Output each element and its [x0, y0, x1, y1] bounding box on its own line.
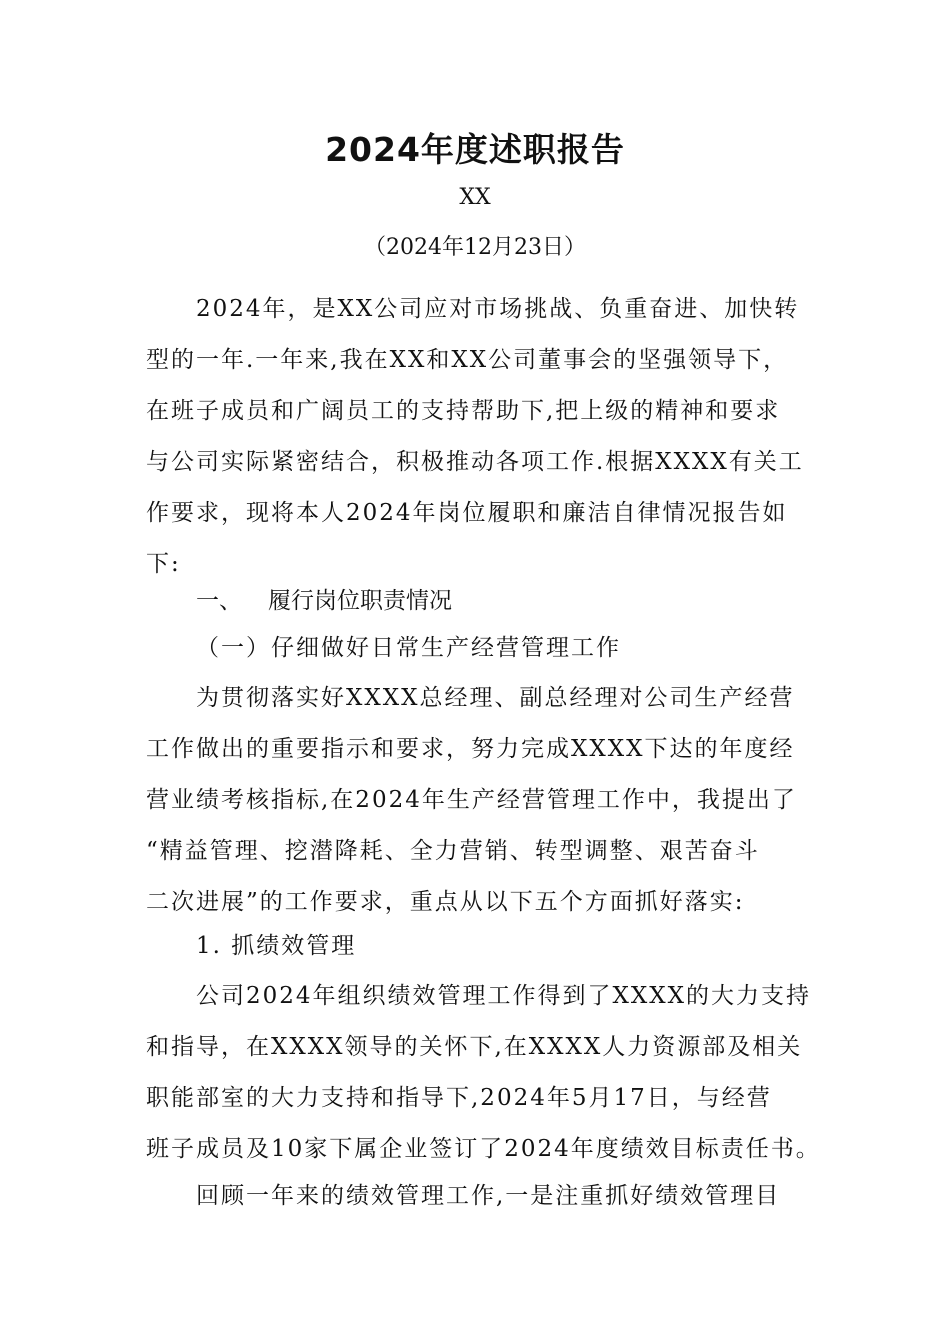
paragraph-4 [146, 1171, 810, 1222]
subsection-heading: （一）仔细做好日常生产经营管理工作 [196, 635, 621, 661]
paragraph-line: “精益管理、挖潜降耗、全力营销、转型调整、艰苦奋斗 [146, 838, 760, 864]
document-title: 2024年度述职报告 [325, 130, 625, 169]
section-number: 一、 [196, 588, 242, 614]
section-heading [196, 578, 452, 624]
paragraph-line: 公司2024年组织绩效管理工作得到了XXXX的大力支持 [196, 983, 812, 1009]
paragraph-2 [146, 673, 810, 928]
paragraph-line: 型的一年.一年来,我在XX和XX公司董事会的坚强领导下， [146, 347, 789, 373]
paragraph-line: 工作做出的重要指示和要求，努力完成XXXX下达的年度经 [146, 736, 795, 762]
paragraph-line: 职能部室的大力支持和指导下,2024年5月17日，与经营 [146, 1085, 772, 1111]
paragraph-line: 在班子成员和广阔员工的支持帮助下,把上级的精神和要求 [146, 398, 781, 424]
document-author: XX [459, 185, 491, 210]
paragraph-line: 回顾一年来的绩效管理工作,一是注重抓好绩效管理目 [196, 1183, 781, 1209]
paragraph-line: 与公司实际紧密结合，积极推动各项工作.根据XXXX有关工 [146, 449, 804, 475]
paragraph-line: 2024年，是XX公司应对市场挑战、负重奋进、加快转 [196, 296, 800, 322]
paragraph-line: 和指导，在XXXX领导的关怀下,在XXXX人力资源部及相关 [146, 1034, 803, 1060]
document-date: （2024年12月23日） [364, 235, 586, 260]
paragraph-line: 下: [146, 551, 181, 577]
paragraph-line: 为贯彻落实好XXXX总经理、副总经理对公司生产经营 [196, 685, 795, 711]
paragraph-line: 二次进展”的工作要求，重点从以下五个方面抓好落实: [146, 889, 745, 915]
paragraph-line: 作要求，现将本人2024年岗位履职和廉洁自律情况报告如 [146, 500, 788, 526]
paragraph-3 [146, 971, 821, 1175]
item-heading: 1. 抓绩效管理 [196, 933, 357, 959]
paragraph-line: 营业绩考核指标,在2024年生产经营管理工作中，我提出了 [146, 787, 797, 813]
intro-paragraph [146, 284, 810, 590]
section-title: 履行岗位职责情况 [268, 588, 452, 614]
paragraph-line: 班子成员及10家下属企业签订了2024年度绩效目标责任书。 [146, 1136, 821, 1162]
